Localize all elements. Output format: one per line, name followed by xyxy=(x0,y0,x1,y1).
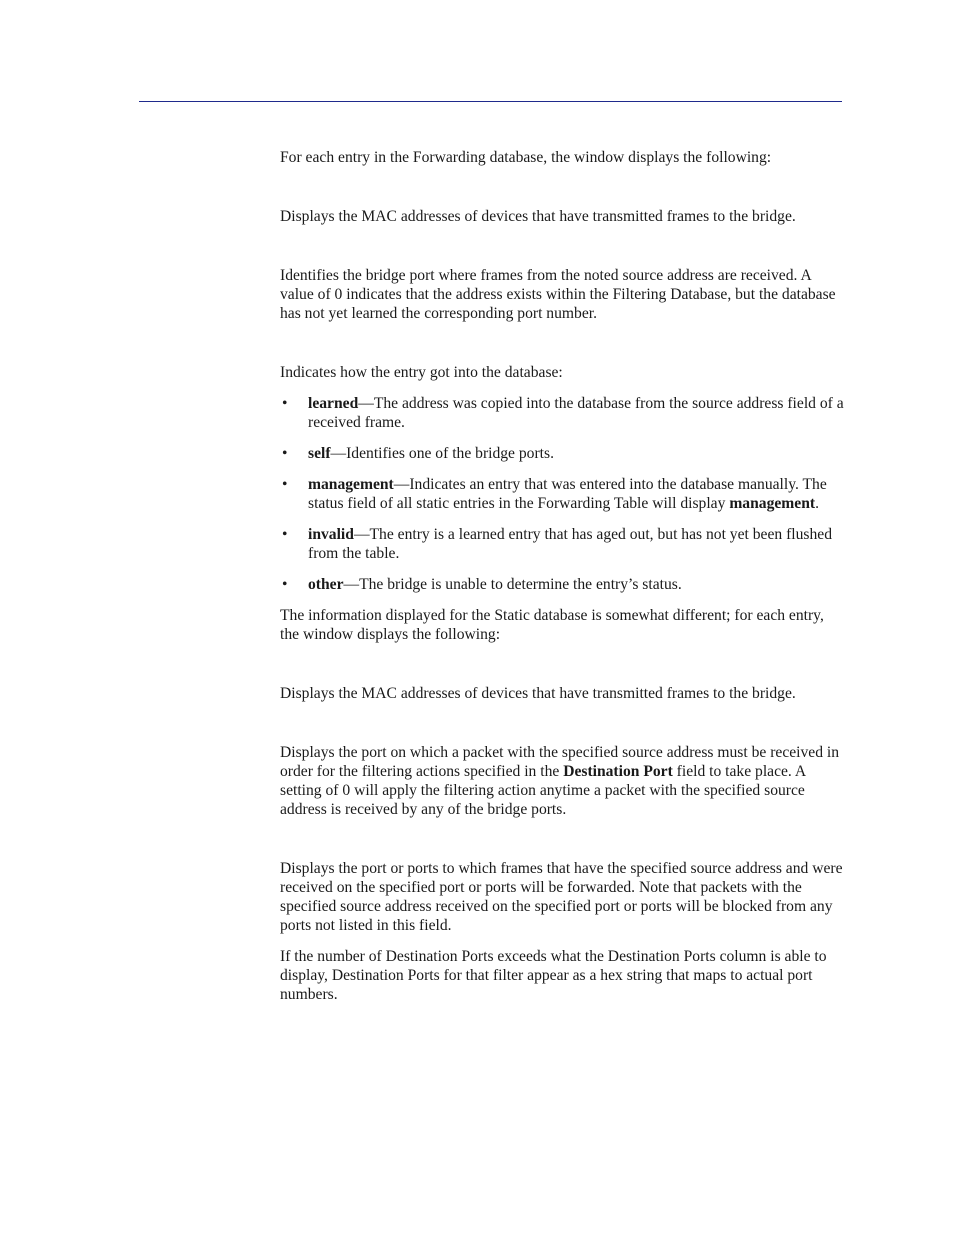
bullet-icon: • xyxy=(282,445,288,462)
status-term: other xyxy=(308,576,344,593)
status-term: learned xyxy=(308,395,359,412)
receive-port-term: Destination Port xyxy=(563,763,673,780)
status-term-inline: management xyxy=(729,495,816,512)
bullet-icon: • xyxy=(282,576,288,593)
static-address-description: Displays the MAC addresses of devices that have transmitted frames to the bridge. xyxy=(280,685,796,702)
status-text: —The bridge is unable to determine the entry’s status. xyxy=(343,576,682,593)
status-item-other xyxy=(280,575,845,594)
forwarding-port-description: Identifies the bridge port where frames from the noted source address are received. A value of 0 indicates that the address exists within the Filtering Database, but the database has not yet learned the corresponding port number. xyxy=(280,267,836,322)
status-text: —Identifies one of the bridge ports. xyxy=(330,445,554,462)
intro-static: The information displayed for the Static database is somewhat different; for each entry, the window displays the following: xyxy=(280,607,824,643)
status-item-management xyxy=(280,475,845,513)
status-term: self xyxy=(308,445,331,462)
status-text: —The entry is a learned entry that has aged out, but has not yet been flushed from the table. xyxy=(308,526,832,562)
static-receive-port-description xyxy=(280,743,845,819)
intro-forwarding: For each entry in the Forwarding database, the window displays the following: xyxy=(280,149,772,166)
receive-port-text-b: field to take place. A setting of 0 will apply the filtering action anytime a packet with the specified source address is received by any of the bridge ports. xyxy=(280,763,806,818)
receive-port-text-a: Displays the port on which a packet with the specified source address must be received in order for the filtering actions specified in the xyxy=(280,744,840,780)
status-text: —The address was copied into the database from the source address field of a received frame. xyxy=(308,395,844,431)
status-term: invalid xyxy=(308,526,354,543)
static-destination-ports-description: Displays the port or ports to which frames that have the specified source address and were received on the specified port or ports will be forwarded. Note that packets with the specified source address received on the specified port or ports will be blocked from any ports not listed in this field. xyxy=(280,860,843,934)
status-item-learned xyxy=(280,394,845,432)
bullet-icon: • xyxy=(282,395,288,412)
page-body xyxy=(280,148,845,1004)
forwarding-status-intro: Indicates how the entry got into the database: xyxy=(280,364,563,381)
static-destination-ports-note: If the number of Destination Ports exceeds what the Destination Ports column is able to display, Destination Ports for that filter appear as a hex string that maps to actual port numbers. xyxy=(280,948,827,1003)
forwarding-address-description: Displays the MAC addresses of devices that have transmitted frames to the bridge. xyxy=(280,208,796,225)
status-item-self xyxy=(280,444,845,463)
status-item-invalid xyxy=(280,525,845,563)
header-rule xyxy=(139,101,842,102)
status-term: management xyxy=(308,476,394,493)
bullet-icon: • xyxy=(282,476,288,493)
status-text: —Indicates an entry that was entered into the database manually. The status field of all static entries in the Forwarding Table will display xyxy=(308,476,827,512)
bullet-icon: • xyxy=(282,526,288,543)
status-list xyxy=(280,394,845,594)
status-text-tail: . xyxy=(815,495,819,512)
